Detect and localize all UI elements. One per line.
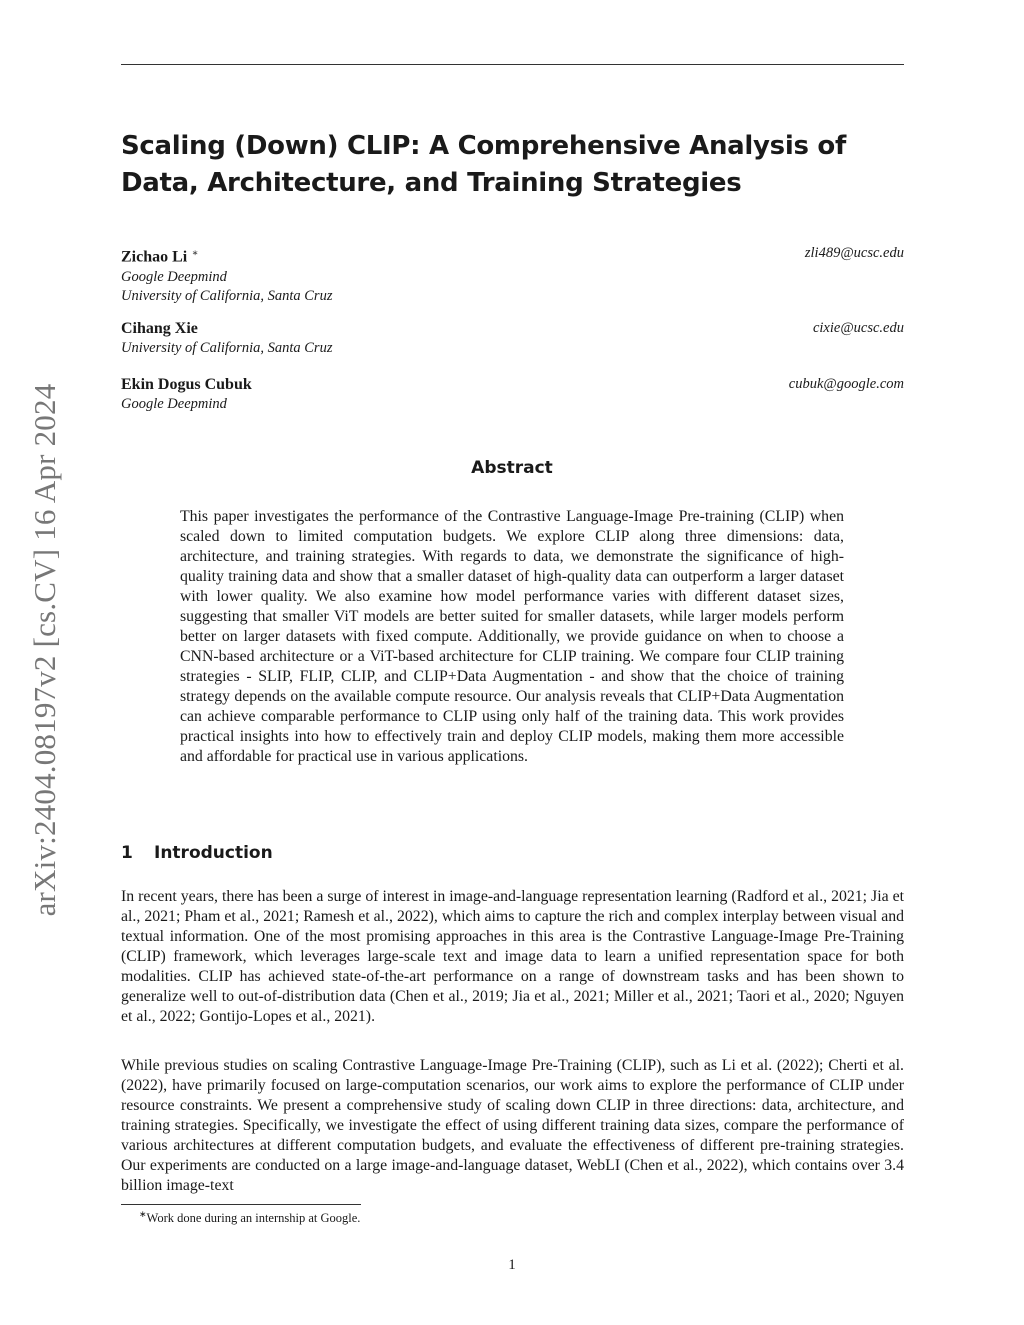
author-block bbox=[121, 319, 904, 358]
arxiv-identifier: arXiv:2404.08197v2 [cs.CV] 16 Apr 2024 bbox=[27, 383, 62, 917]
author-affiliation: Google Deepmind bbox=[121, 268, 227, 285]
author-email[interactable]: cubuk@google.com bbox=[788, 376, 904, 392]
author-footnote-mark: ∗ bbox=[191, 248, 199, 259]
author-affiliation: University of California, Santa Cruz bbox=[121, 287, 333, 304]
top-rule bbox=[121, 64, 904, 65]
author-affiliation: Google Deepmind bbox=[121, 396, 227, 412]
section-title: Introduction bbox=[154, 843, 273, 863]
paragraph: In recent years, there has been a surge of interest in image-and-language representation learning (Radford et al., 2021; Jia et al., 2021; Pham et al., 2021; Ramesh et al., 2022), which aims to capture the rich and complex interplay between visual and textual information. One of the most promising approaches in this area is the Contrastive Language-Image Pre-Training (CLIP) framework, which leverages large-scale text and image data to learn a unified representation space for both modalities. CLIP has achieved state-of-the-art performance on a range of downstream tasks and has been shown to generalize well to out-of-distribution data (Chen et al., 2019; Jia et al., 2021; Miller et al., 2021; Taori et al., 2020; Nguyen et al., 2022; Gontijo-Lopes et al., 2021). bbox=[121, 888, 904, 1025]
author-email[interactable]: zli489@ucsc.edu bbox=[804, 245, 904, 261]
author-name: Zichao Li bbox=[121, 248, 188, 266]
footnote-text: Work done during an internship at Google. bbox=[146, 1211, 361, 1226]
abstract-heading: Abstract bbox=[471, 458, 553, 478]
author-name: Ekin Dogus Cubuk bbox=[121, 376, 252, 393]
paper-title: Scaling (Down) CLIP: A Comprehensive Analysis of Data, Architecture, and Training Strategies bbox=[121, 131, 846, 198]
author-block bbox=[121, 244, 904, 306]
abstract-text: This paper investigates the performance of the Contrastive Language-Image Pre-training (CLIP) when scaled down to limited computation budgets. We explore CLIP along three dimensions: data, architecture, and training strategies. With regards to data, we demonstrate the significance of high-quality training data and show that a smaller dataset of high-quality data can outperform a larger dataset with lower quality. We also examine how model performance varies with different dataset sizes, suggesting that smaller ViT models are better suited for smaller datasets, while larger models perform better on larger datasets with fixed compute. Additionally, we provide guidance on when to choose a CNN-based architecture or a ViT-based architecture for CLIP training. We compare four CLIP training strategies - SLIP, FLIP, CLIP, and CLIP+Data Augmentation - and show that the choice of training strategy depends on the available compute resource. Our analysis reveals that CLIP+Data Augmentation can achieve comparable performance to CLIP using only half of the training data. This work provides practical insights into how to effectively train and deploy CLIP models, making them more accessible and affordable for practical use in various applications. bbox=[180, 508, 844, 765]
author-email[interactable]: cixie@ucsc.edu bbox=[812, 320, 904, 336]
author-block bbox=[121, 375, 904, 414]
paragraph: While previous studies on scaling Contrastive Language-Image Pre-Training (CLIP), such as Li et al. (2022); Cherti et al. (2022), have primarily focused on large-computation scenarios, our work aims to explore the performance of CLIP under resource constraints. We present a comprehensive study of scaling down CLIP in three directions: data, architecture, and training strategies. Specifically, we investigate the effect of using different training data sizes, compare the performance of various architectures at different computation budgets, and evaluate the effectiveness of different pre-training strategies. Our experiments are conducted on a large image-and-language dataset, WebLI (Chen et al., 2022), which contains over 3.4 billion image-text bbox=[121, 1057, 904, 1194]
page-number: 1 bbox=[508, 1257, 516, 1273]
section-heading bbox=[121, 843, 273, 863]
footnote-rule bbox=[121, 1204, 361, 1205]
author-name: Cihang Xie bbox=[121, 320, 198, 337]
footnote-mark: ∗ bbox=[139, 1209, 147, 1219]
section-number: 1 bbox=[121, 843, 133, 863]
author-affiliation: University of California, Santa Cruz bbox=[121, 340, 333, 356]
footnote bbox=[139, 1209, 360, 1226]
